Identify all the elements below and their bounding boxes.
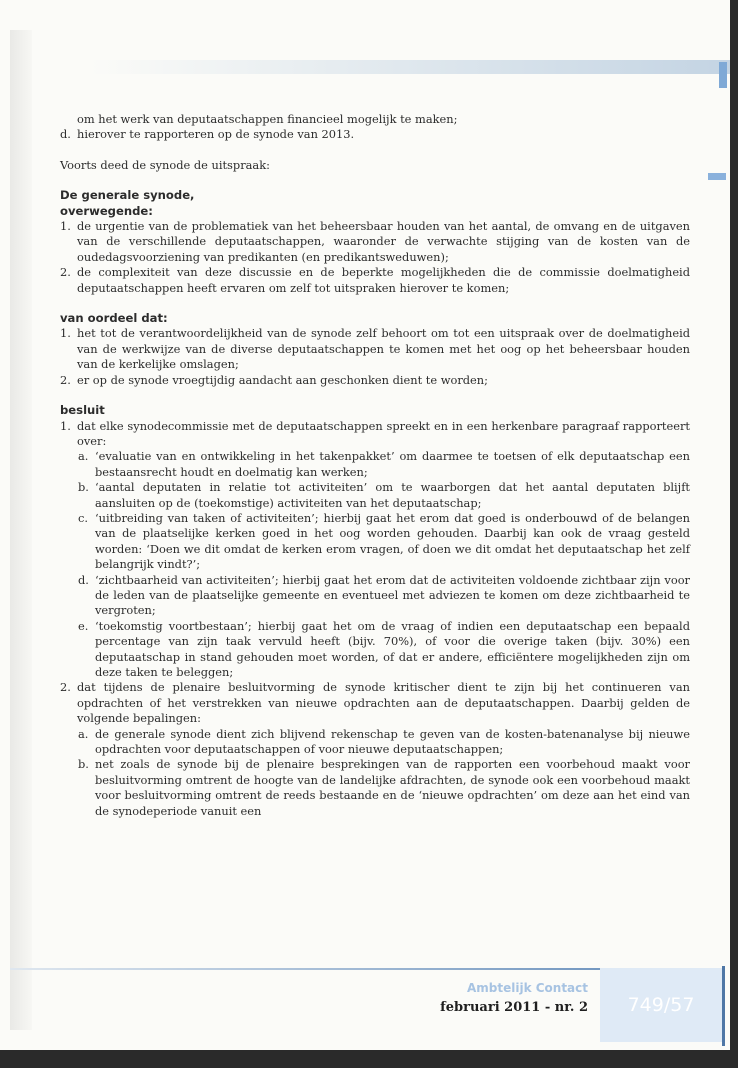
item-text: hierover te rapporteren op de synode van 2013.: [77, 127, 355, 142]
item-number: 2.: [60, 680, 71, 695]
item-number: 2.: [60, 372, 71, 387]
besluit-subitem: [60, 573, 690, 619]
item-number: d.: [60, 127, 71, 142]
subitem-text: ‘evaluatie van en ontwikkeling in het takenpakket’ om daarmee te toetsen of elk deputaatschap een bestaansrecht houdt en doelmatig kan werken;: [95, 449, 690, 479]
header-band: [90, 60, 730, 74]
section-marker: [708, 173, 726, 180]
oordeel-heading: van oordeel dat:: [60, 311, 168, 326]
item-number: 1.: [60, 418, 71, 433]
oordeel-item: [60, 326, 690, 372]
intro-text: Voorts deed de synode de uitspraak:: [60, 157, 270, 172]
continuation-line: om het werk van deputaatschappen financieel mogelijk te maken;: [77, 112, 458, 126]
subitem-letter: b.: [78, 480, 89, 495]
subitem-text: ‘zichtbaarheid van activiteiten’; hierbij gaat het erom dat de activiteiten voldoende zichtbaar zijn voor de leden van de plaatselijke gemeente en eventueel met adviezen te komen om deze zichtbaarheid te vergroten;: [95, 572, 690, 618]
subitem-text: net zoals de synode bij de plenaire besprekingen van de rapporten een voorbehoud maakt voor besluitvorming omtrent de hoogte van de landelijke afdrachten, de synode ook een voorbehoud maakt voor besluitvorming omtrent de reeds bestaande en de ‘nieuwe opdrachten’ om deze aan het eind van de synodeperiode vanuit een: [95, 757, 690, 818]
besluit-subitem: [60, 619, 690, 681]
list-item-d: [60, 127, 690, 142]
binding-shadow: [10, 30, 32, 1030]
header-marker: [719, 62, 727, 88]
besluit-subitem: [60, 727, 690, 758]
synode-heading: De generale synode,: [60, 188, 195, 203]
item-text: het tot de verantwoordelijkheid van de synode zelf behoort om tot een uitspraak over de doelmatigheid van de werkwijze van de diverse deputaatschappen te komen met het oog op het beheersbaar houden van de kerkelijke omslagen;: [77, 326, 690, 372]
item-number: 1.: [60, 219, 71, 234]
subitem-letter: c.: [78, 510, 89, 525]
subitem-letter: e.: [78, 618, 89, 633]
subitem-text: ‘uitbreiding van taken of activiteiten’; hierbij gaat het erom dat goed is onderbouwd of de belangen van de plaatselijke kerken goed in het oog worden gehouden. Daarbij kan ook de vraag gesteld worden: ‘Doen we dit omdat de kerken erom vragen, of doen we dit omdat het deputaatschap het zelf belangrijk vindt?’;: [95, 510, 690, 572]
subitem-letter: b.: [78, 757, 89, 772]
subitem-letter: a.: [78, 726, 89, 741]
item-text: de urgentie van de problematiek van het beheersbaar houden van het aantal, de omvang en de uitgaven van de verschillende deputaatschappen, waaronder de verwachte stijging van de kosten van de oudedagsvoorziening van predikanten (en predikantsweduwen);: [77, 219, 690, 264]
item-number: 1.: [60, 326, 71, 341]
subitem-letter: a.: [78, 449, 89, 464]
publication-title: Ambtelijk Contact: [466, 981, 588, 995]
item-text: dat tijdens de plenaire besluitvorming de synode kritischer dient te zijn bij het continueren van opdrachten of het verstrekken van nieuwe opdrachten aan de deputaatschappen. Daarbij gelden de volgende bepalingen:: [77, 680, 690, 726]
item-number: 2.: [60, 265, 71, 280]
item-text: de complexiteit van deze discussie en de beperkte mogelijkheden die de commissie doelmatigheid deputaatschappen heeft ervaren om zelf tot uitspraken hierover te komen;: [77, 265, 690, 295]
besluit-subitem: [60, 480, 690, 511]
subitem-text: ‘aantal deputaten in relatie tot activiteiten’ om te waarborgen dat het aantal deputaten blijft aansluiten op de (toekomstige) activiteiten van het deputaatschap;: [95, 480, 690, 510]
besluit-item: [60, 680, 690, 726]
overwegende-heading: overwegende:: [60, 203, 153, 218]
besluit-subitem: [60, 511, 690, 573]
subitem-text: ‘toekomstig voortbestaan’; hierbij gaat het om de vraag of indien een deputaatschap een bepaald percentage van zijn taak vervuld heeft (bijv. 70%), of voor die overige taken (bijv. 30%) een deputaatschap in stand gehouden moet worden, of dat er andere, efficiëntere mogelijkheden zijn om deze taken te beleggen;: [95, 618, 690, 679]
subitem-text: de generale synode dient zich blijvend rekenschap te geven van de kosten-batenanalyse bij nieuwe opdrachten voor deputaatschappen of voor nieuwe deputaatschappen;: [95, 726, 690, 757]
footer-edge-marker: [722, 966, 725, 1046]
besluit-item: [60, 419, 690, 450]
item-text: er op de synode vroegtijdig aandacht aan geschonken dient te worden;: [77, 372, 488, 387]
subitem-letter: d.: [78, 572, 89, 587]
page-number-box: 749/57: [600, 968, 722, 1042]
item-text: dat elke synodecommissie met de deputaatschappen spreekt en in een herkenbare paragraaf rapporteert over:: [77, 418, 690, 448]
besluit-heading: besluit: [60, 403, 105, 418]
oordeel-item: [60, 373, 690, 388]
article-body: [60, 112, 690, 819]
besluit-subitem: [60, 449, 690, 480]
overwegende-item: [60, 219, 690, 265]
issue-label: februari 2011 - nr. 2: [440, 1000, 588, 1015]
besluit-subitem: [60, 757, 690, 819]
overwegende-item: [60, 265, 690, 296]
